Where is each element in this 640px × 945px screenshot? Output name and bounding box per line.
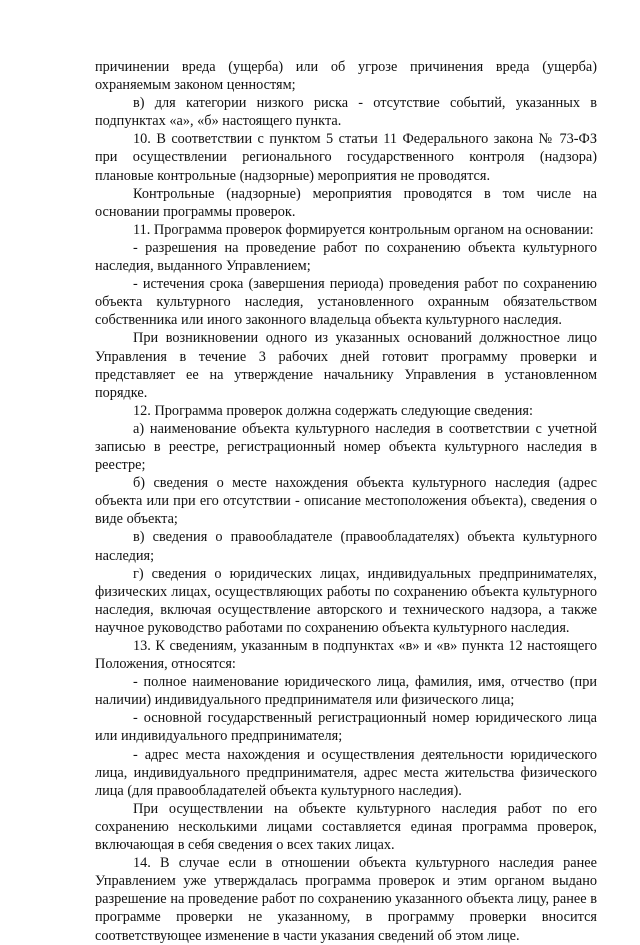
paragraph-item-12-b: б) сведения о месте нахождения объекта культурного наследия (адрес объекта или при его отсутствии - описание местоположения объекта), сведения о виде объекта; bbox=[95, 475, 597, 528]
paragraph-item-14: 14. В случае если в отношении объекта культурного наследия ранее Управлением уже утверждалась программа проверок и этим органом выдано разрешение на проведение работ по сохранению указанного объекта лицу, ранее в программе проверки не указанному, в программу проверки вносится соответствующее изменение в части указания сведений об этом лице. bbox=[95, 855, 597, 944]
paragraph-item-13-joint-program: При осуществлении на объекте культурного наследия работ по его сохранению несколькими лицами составляется единая программа проверок, включающая в себя сведения о всех таких лицах. bbox=[95, 800, 597, 854]
paragraph-item-12: 12. Программа проверок должна содержать следующие сведения: bbox=[133, 402, 533, 419]
paragraph-item-13-dash-3: - адрес места нахождения и осуществления деятельности юридического лица, индивидуального предпринимателя, адрес места жительства физического лица (для правообладателей объекта культурного наследия). bbox=[95, 746, 597, 799]
paragraph-subitem-v-low-risk: в) для категории низкого риска - отсутствие событий, указанных в подпунктах «а», «б» настоящего пункта. bbox=[95, 95, 597, 130]
paragraph-item-12-v: в) сведения о правообладателе (правообладателях) объекта культурного наследия; bbox=[95, 529, 597, 564]
paragraph-continuation: причинении вреда (ущерба) или об угрозе причинения вреда (ущерба) охраняемым законом ценностям; bbox=[95, 59, 597, 94]
paragraph-item-12-g: г) сведения о юридических лицах, индивидуальных предпринимателях, физических лицах, осуществляющих работы по сохранению объекта культурного наследия, включая осуществление авторского и технического надзора, а также научное руководство работами по сохранению объекта культурного наследия. bbox=[95, 565, 597, 636]
paragraph-item-11: 11. Программа проверок формируется контрольным органом на основании: bbox=[133, 221, 594, 238]
paragraph-item-13-dash-2: - основной государственный регистрационный номер юридического лица или индивидуального предпринимателя; bbox=[95, 710, 597, 745]
document-body bbox=[95, 58, 597, 945]
paragraph-item-11-dash-1: - разрешения на проведение работ по сохранению объекта культурного наследия, выданного Управлением; bbox=[95, 239, 597, 275]
paragraph-item-13: 13. К сведениям, указанным в подпунктах «в» и «в» пункта 12 настоящего Положения, относятся: bbox=[95, 638, 597, 673]
paragraph-inspection-program-basis: Контрольные (надзорные) мероприятия проводятся в том числе на основании программы проверок. bbox=[95, 185, 597, 220]
paragraph-item-13-dash-1: - полное наименование юридического лица, фамилия, имя, отчество (при наличии) индивидуального предпринимателя или физического лица; bbox=[95, 674, 597, 709]
paragraph-item-11-procedure: При возникновении одного из указанных оснований должностное лицо Управления в течение 3 рабочих дней готовит программу проверки и представляет ее на утверждение начальнику Управления в установленном порядке. bbox=[95, 330, 597, 401]
paragraph-item-10: 10. В соответствии с пунктом 5 статьи 11 Федерального закона № 73-ФЗ при осуществлении регионального государственного контроля (надзора) плановые контрольные (надзорные) мероприятия не проводятся. bbox=[95, 131, 597, 184]
paragraph-item-11-dash-2: - истечения срока (завершения периода) проведения работ по сохранению объекта культурного наследия, установленного охранным обязательством собственника или иного законного владельца объекта культурного наследия. bbox=[95, 276, 597, 329]
paragraph-item-12-a: а) наименование объекта культурного наследия в соответствии с учетной записью в реестре, регистрационный номер объекта культурного наследия в реестре; bbox=[95, 420, 597, 474]
